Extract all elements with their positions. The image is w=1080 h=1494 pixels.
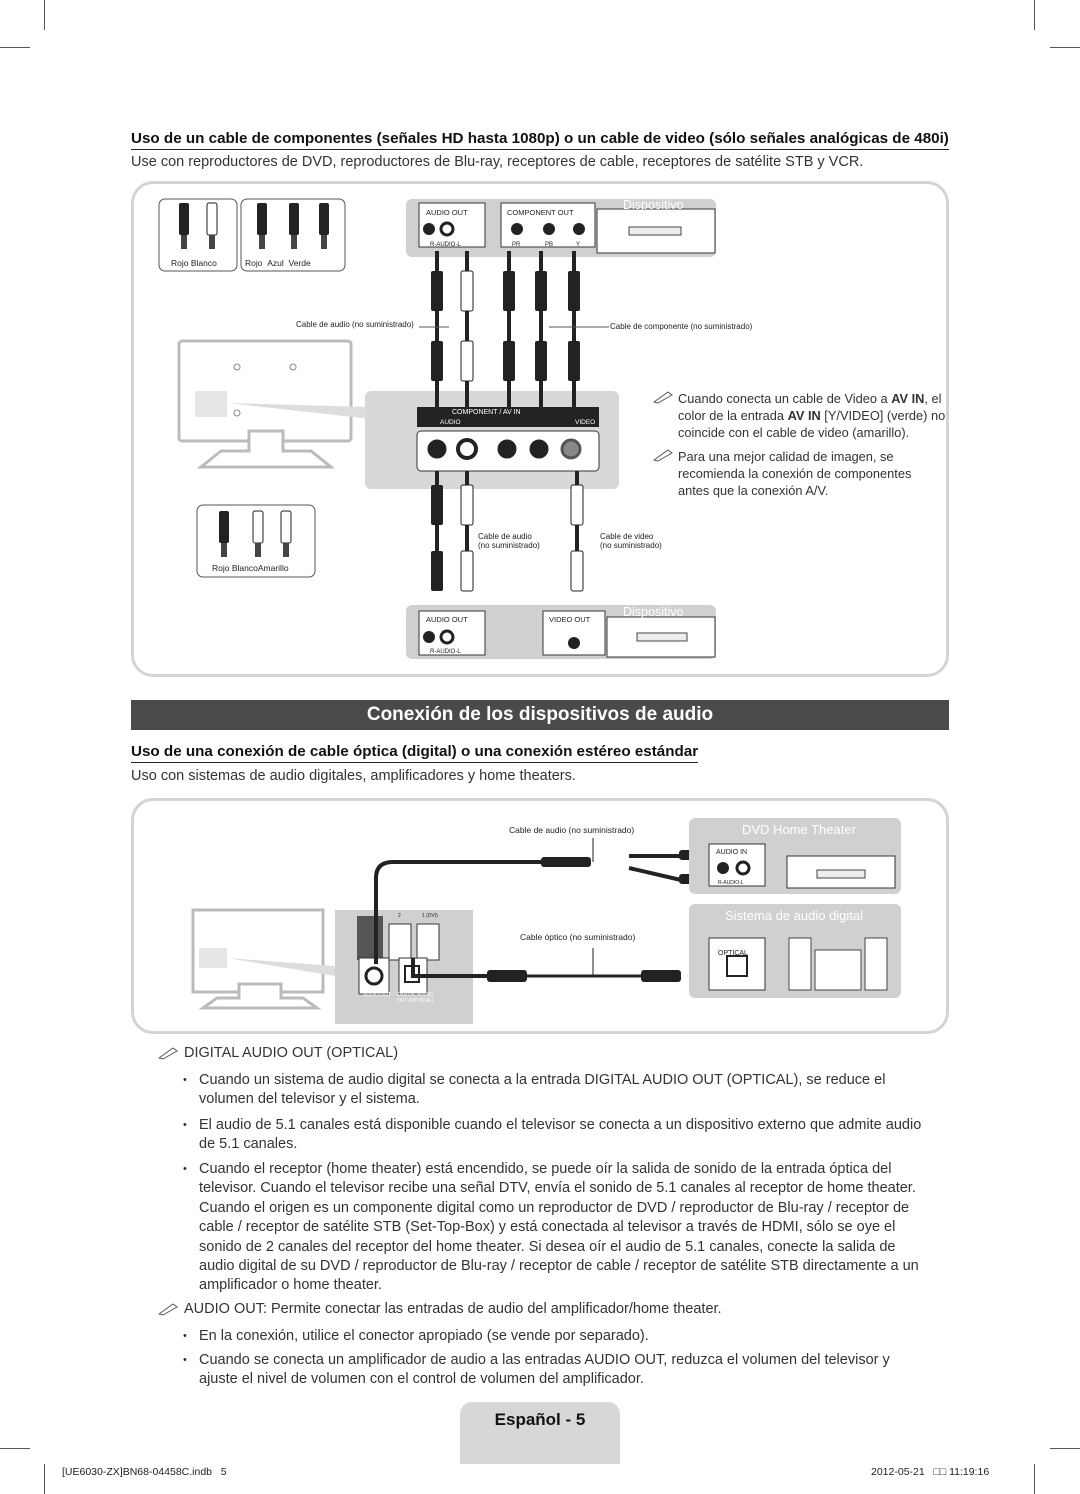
legend-label-2: Rojo Azul Verde bbox=[245, 258, 311, 268]
note-quality: Para una mejor calidad de imagen, se recomienda la conexión de componentes antes que la conexión A/V. bbox=[678, 449, 912, 498]
audio-out-note: AUDIO OUT: Permite conectar las entradas de audio del amplificador/home theater. bbox=[184, 1301, 722, 1317]
crop-mark bbox=[1050, 1448, 1080, 1449]
tv-panel-label: COMPONENT / AV IN bbox=[452, 409, 521, 416]
y-label: Y bbox=[576, 242, 581, 248]
hdmi-1-label: 1 (DVI) bbox=[422, 913, 438, 919]
component-cable-caption: Cable de componente (no suministrado) bbox=[610, 322, 753, 331]
tv-audio-out-label: AUDIO OUT bbox=[363, 992, 391, 998]
component-out-label: COMPONENT OUT bbox=[507, 208, 574, 217]
audio-cable-caption: Cable de audio (no suministrado) bbox=[296, 320, 414, 329]
crop-mark bbox=[1050, 47, 1080, 48]
video-out-label: VIDEO OUT bbox=[549, 615, 591, 624]
optical-bullet-3: Cuando el receptor (home theater) está encendido, se puede oír la salida de sonido de la entrada óptica del televisor. Cuando el televisor recibe una señal DTV, envía el sonido de 5.1 canales al receptor de home theater. Cuando el origen es un componente digital como un reproductor de DVD / reproductor de Blu-ray / receptor de cable / receptor de satélite STB (Set-Top-Box) y está conectada al televisor a través de HDMI, sólo se oye el sonido de 2 canales del receptor del home theater. Si desea oír el audio de 5.1 canales, conecte la salida de audio digital de su DVD / reproductor de Blu-ray / receptor de cable / receptor de satélite STB directamente a un amplificador o home theater. bbox=[199, 1161, 919, 1294]
device-label-top: Dispositivo bbox=[623, 198, 684, 212]
crop-mark bbox=[1034, 0, 1035, 30]
crop-mark bbox=[1034, 1464, 1035, 1494]
crop-mark bbox=[0, 1448, 30, 1449]
pencil-icon bbox=[158, 1046, 178, 1060]
optical-label: OPTICAL bbox=[718, 950, 748, 957]
optical-cable-caption: Cable óptico (no suministrado) bbox=[520, 932, 636, 942]
pencil-icon bbox=[158, 1302, 178, 1316]
audio-cable-caption-2: Cable de audio (no suministrado) bbox=[509, 825, 635, 835]
tv-panel-video: VIDEO bbox=[575, 419, 596, 426]
page-label: Español - 5 bbox=[494, 1410, 586, 1429]
footer-timestamp: 2012-05-21 □□ 11:19:16 bbox=[871, 1466, 990, 1478]
section-intro-audio: Uso con sistemas de audio digitales, amplificadores y home theaters. bbox=[131, 768, 576, 784]
video-cable-short: Cable de video (no suministrado) bbox=[600, 532, 662, 550]
crop-mark bbox=[44, 1464, 45, 1494]
audio-cable-short: Cable de audio (no suministrado) bbox=[478, 532, 540, 550]
audio-out-label-top: AUDIO OUT bbox=[426, 208, 468, 217]
legend-label-3: Rojo BlancoAmarillo bbox=[212, 563, 289, 573]
hdmi-2-label: 2 bbox=[398, 913, 401, 919]
audio-out-bullet-2: Cuando se conecta un amplificador de audio a las entradas AUDIO OUT, reduzca el volumen del televisor y ajuste el nivel de volumen con el control de volumen del amplificador. bbox=[199, 1352, 890, 1388]
section-heading-component: Uso de un cable de componentes (señales HD hasta 1080p) o un cable de video (sólo señales analógicas de 480i) bbox=[131, 130, 949, 150]
r-audio-l-top: R-AUDIO-L bbox=[430, 242, 461, 248]
tv-panel-audio: AUDIO bbox=[440, 419, 461, 426]
audio-out-bullet-1: En la conexión, utilice el conector apropiado (se vende por separado). bbox=[199, 1328, 649, 1344]
audio-in-label: AUDIO IN bbox=[716, 849, 748, 856]
page-badge bbox=[460, 1402, 620, 1464]
digital-audio-system-label: Sistema de audio digital bbox=[725, 908, 864, 923]
pr-label: PR bbox=[512, 242, 521, 248]
device-label-bottom: Dispositivo bbox=[623, 605, 684, 619]
optical-bullet-2: El audio de 5.1 canales está disponible cuando el televisor se conecta a un dispositivo externo que admite audio de 5.1 canales. bbox=[199, 1117, 922, 1153]
section-heading-audio: Uso de una conexión de cable óptica (digital) o una conexión estéreo estándar bbox=[131, 743, 698, 763]
r-audio-l-bottom: R-AUDIO-L bbox=[430, 649, 461, 655]
r-audio-l-ht: R-AUDIO-L bbox=[718, 880, 744, 886]
legend-label-1: Rojo Blanco bbox=[171, 258, 217, 268]
footer-file-name: [UE6030-ZX]BN68-04458C.indb 5 bbox=[62, 1466, 227, 1478]
pencil-icon bbox=[653, 390, 673, 404]
optical-bullet-1: Cuando un sistema de audio digital se conecta a la entrada DIGITAL AUDIO OUT (OPTICAL), se reduce el volumen del televisor y el sistema. bbox=[199, 1072, 886, 1108]
note-av-in: Cuando conecta un cable de Video a AV IN, el color de la entrada AV IN [Y/VIDEO] (verde) no coincide con el cable de video (amarillo). bbox=[678, 391, 946, 440]
crop-mark bbox=[0, 47, 30, 48]
audio-out-label-bottom: AUDIO OUT bbox=[426, 615, 468, 624]
optical-heading: DIGITAL AUDIO OUT (OPTICAL) bbox=[184, 1045, 399, 1061]
section-title-bar: Conexión de los dispositivos de audio bbox=[131, 700, 949, 730]
dvd-home-theater-label: DVD Home Theater bbox=[742, 822, 856, 837]
tv-digital-out-label: DIGITAL AUDIO OUT (OPTICAL) bbox=[397, 992, 434, 1004]
crop-mark bbox=[44, 0, 45, 30]
section-intro-component: Use con reproductores de DVD, reproductores de Blu-ray, receptores de cable, receptores de satélite STB y VCR. bbox=[131, 154, 864, 170]
pencil-icon bbox=[653, 448, 673, 462]
pb-label: PB bbox=[545, 242, 554, 248]
